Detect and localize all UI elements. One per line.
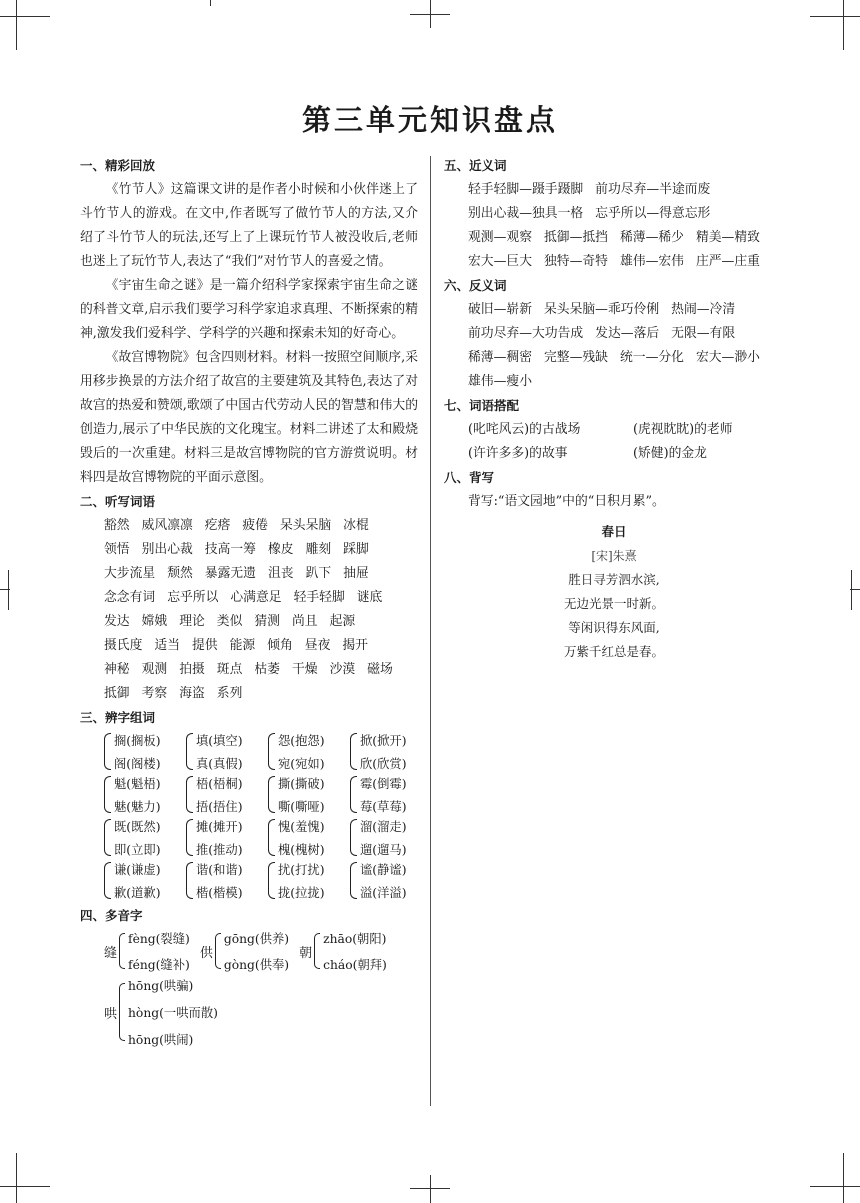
polyphone-readings: [224, 929, 289, 973]
reading: hòng(一哄而散): [128, 1006, 218, 1020]
dictation-word: 疙瘩: [204, 518, 231, 533]
brace: [186, 819, 193, 856]
dictation-word: 趴下: [305, 566, 332, 581]
dictation-word: 拍摄: [179, 662, 205, 677]
dictation-word: 观测: [141, 662, 168, 677]
dictation-words: [80, 514, 418, 706]
reading: fèng(裂缝): [128, 932, 190, 946]
pair-word: 捂(捂住): [196, 800, 243, 814]
pair-word: 魅(魅力): [114, 800, 161, 814]
reading: zhāo(朝阳): [323, 932, 387, 946]
pair-word: 阁(阁楼): [114, 757, 161, 771]
synonym-pair: 别出心裁—独具一格: [468, 206, 584, 221]
dictation-word: 斑点: [216, 662, 243, 677]
pair-word: 搁(搁板): [114, 734, 161, 748]
dictation-word: 别出心裁: [141, 542, 193, 557]
dictation-word: 轻手轻脚: [293, 590, 345, 605]
dictation-word: 沙漠: [329, 662, 356, 677]
crop-mark: [810, 1186, 860, 1187]
word-row: [80, 514, 418, 538]
brace: [186, 862, 193, 899]
pair-lines: [278, 816, 325, 859]
brace: [268, 776, 275, 813]
reading: féng(缝补): [128, 958, 190, 972]
pair-lines: [360, 730, 407, 773]
reading: cháo(朝拜): [323, 958, 387, 972]
polyphone-char: 缝: [104, 945, 118, 961]
synonym-pair: 雄伟—宏伟: [619, 254, 684, 269]
dictation-word: 嫦娥: [141, 614, 168, 629]
character-pair: [268, 773, 350, 816]
dictation-word: 磁场: [367, 662, 393, 677]
pair-lines: [360, 859, 407, 902]
pair-word: 梧(梧桐): [196, 777, 243, 791]
synonym-pair: 稀薄—稀少: [619, 230, 684, 245]
brace: [215, 933, 221, 969]
synonym-pair: 前功尽弃—半途而废: [595, 182, 711, 197]
antonym-pair: 宏大—渺小: [695, 350, 760, 365]
dictation-word: 猜测: [254, 614, 280, 629]
antonym-pair: 前功尽弃—大功告成: [468, 326, 584, 341]
pair-word: 莓(草莓): [360, 800, 407, 814]
polyphone-char: 朝: [299, 945, 313, 961]
reading: hōng(哄闹): [128, 1033, 194, 1047]
dictation-word: 倾角: [267, 638, 293, 653]
dictation-word: 技高一筹: [204, 542, 256, 557]
synonyms-list: [444, 178, 784, 274]
dictation-word: 枯萎: [254, 662, 280, 677]
character-pair: [268, 730, 350, 773]
character-pair: [104, 730, 186, 773]
pair-word: 即(立即): [114, 843, 161, 857]
pair-word: 槐(槐树): [278, 843, 325, 857]
synonym-pair-row: [444, 250, 784, 274]
page-title: 第三单元知识盘点: [301, 103, 558, 137]
antonym-pair: 发达—落后: [595, 326, 660, 341]
antonyms-list: [444, 298, 784, 394]
pair-word: 怨(抱怨): [278, 734, 325, 748]
crop-mark: [16, 0, 17, 50]
paragraph: 《宇宙生命之谜》是一篇介绍科学家探索宇宙生命之谜的科普文章,启示我们要学习科学家追求真理、不断探索的精神,激发我们爱科学、学科学的兴趣和探索未知的好奇心。: [80, 278, 418, 341]
character-pair: [186, 816, 268, 859]
brace: [186, 733, 193, 770]
pair-word: 宛(宛如): [278, 757, 325, 771]
pair-word: 摊(摊开): [196, 820, 243, 834]
paragraph: 《竹节人》这篇课文讲的是作者小时候和小伙伴迷上了斗竹节人的游戏。在文中,作者既写了做竹节人的方法,又介绍了斗竹节人的玩法,还写上了上课玩竹节人被没收后,老师也迷上了玩竹节人,表达了“我们”对竹节人的喜爱之情。: [80, 182, 418, 269]
section-heading: 八、背写: [444, 470, 495, 485]
character-pair: [104, 859, 186, 902]
pair-word: 撕(撕破): [278, 777, 325, 791]
dictation-word: 揭开: [342, 638, 368, 653]
pair-word: 掀(掀开): [360, 734, 407, 748]
antonym-pair: 统一—分化: [619, 350, 684, 365]
pair-word: 遛(遛马): [360, 843, 407, 857]
word-row: [80, 682, 418, 706]
dictation-word: 提供: [191, 638, 218, 653]
dictation-word: 抵御: [104, 686, 130, 701]
character-pair: [104, 816, 186, 859]
character-pairs-grid: [80, 730, 418, 902]
dictation-word: 踩脚: [343, 542, 369, 557]
dictation-word: 发达: [104, 614, 130, 629]
dictation-word: 暴露无遗: [204, 566, 256, 581]
dictation-word: 谜底: [356, 590, 383, 605]
character-pair: [350, 816, 432, 859]
pair-word: 楷(楷模): [196, 886, 243, 900]
pair-lines: [278, 773, 325, 816]
section-heading: 六、反义词: [444, 278, 507, 293]
right-column: [444, 154, 784, 664]
dictation-word: 干燥: [291, 662, 318, 677]
pair-lines: [360, 816, 407, 859]
brace: [104, 733, 111, 770]
synonym-pair: 庄严—庄重: [695, 254, 760, 269]
paragraph: 《故宫博物院》包含四则材料。材料一按照空间顺序,采用移步换景的方法介绍了故宫的主要建筑及其特色,表达了对故宫的热爱和赞颂,歌颂了中国古代劳动人民的智慧和伟大的创造力,展示了中华民族的文化瑰宝。材料二讲述了太和殿烧毁后的一次重建。材料三是故宫博物院的官方游赏说明。材料四是故宫博物院的平面示意图。: [80, 350, 418, 485]
pair-word: 填(填空): [196, 734, 243, 748]
pair-lines: [114, 730, 161, 773]
synonym-pair-row: [444, 226, 784, 250]
crop-mark: [843, 1153, 844, 1203]
brace: [119, 933, 125, 969]
brace: [350, 862, 357, 899]
pair-lines: [278, 859, 325, 902]
antonym-pair: 呆头呆脑—乖巧伶俐: [543, 302, 660, 317]
dictation-word: 理论: [179, 614, 205, 629]
collocation: (虎视眈眈)的老师: [633, 422, 733, 437]
section-heading: 四、多音字: [80, 908, 143, 923]
dictation-word: 念念有词: [104, 590, 156, 605]
dictation-word: 领悟: [104, 542, 130, 557]
pair-word: 愧(羞愧): [278, 820, 325, 834]
dictation-word: 神秘: [104, 662, 130, 677]
dictation-word: 大步流星: [104, 566, 156, 581]
pair-lines: [196, 816, 243, 859]
brace: [268, 862, 275, 899]
crop-mark: [0, 16, 50, 17]
character-pair: [186, 859, 268, 902]
antonym-pair: 无限—有限: [671, 326, 736, 341]
dictation-word: 威风凛凛: [141, 518, 193, 533]
crop-mark: [210, 0, 211, 6]
poem: [444, 520, 784, 664]
antonym-pair: 雄伟—瘦小: [468, 374, 532, 389]
dictation-word: 沮丧: [267, 566, 294, 581]
poem-title: 春日: [601, 524, 627, 539]
character-pair: [186, 773, 268, 816]
dictation-word: 海盗: [179, 686, 205, 701]
section-heading: 三、辨字组词: [80, 710, 156, 725]
dictation-word: 适当: [154, 638, 180, 653]
word-row: [80, 634, 418, 658]
crop-mark: [810, 16, 860, 17]
reading: gòng(供奉): [223, 958, 290, 972]
dictation-word: 类似: [216, 614, 243, 629]
crop-mark: [430, 0, 431, 28]
dictation-word: 尚且: [291, 614, 318, 629]
dictation-word: 橡皮: [267, 542, 294, 557]
character-pair: [186, 730, 268, 773]
dictation-word: 呆头呆脑: [279, 518, 332, 533]
dictation-word: 抽屉: [343, 566, 369, 581]
polyphone-char: 哄: [104, 1006, 118, 1022]
pair-lines: [196, 859, 243, 902]
character-pair: [350, 859, 432, 902]
dictation-word: 系列: [216, 686, 243, 701]
dictation-word: 起源: [329, 614, 356, 629]
character-pair: [350, 773, 432, 816]
brace: [119, 983, 125, 1041]
polyphone-char: 供: [199, 945, 213, 961]
crop-mark: [430, 1175, 431, 1203]
pair-word: 扰(打扰): [278, 863, 325, 877]
dictation-word: 豁然: [104, 518, 130, 533]
dictation-word: 忘乎所以: [167, 590, 219, 605]
character-pair: [350, 730, 432, 773]
section-heading: 五、近义词: [444, 158, 507, 173]
crop-mark: [8, 570, 9, 610]
brace: [268, 819, 275, 856]
word-row: [80, 586, 418, 610]
collocation: (许许多多)的故事: [468, 446, 568, 461]
poem-line: 等闲识得东风面,: [568, 620, 660, 635]
synonym-pair: 抵御—抵挡: [543, 230, 608, 245]
pair-word: 嘶(嘶哑): [278, 800, 325, 814]
antonym-pair: 破旧—崭新: [468, 302, 532, 317]
pair-word: 霉(倒霉): [360, 777, 407, 791]
pair-word: 谐(和谐): [196, 863, 243, 877]
character-pair: [268, 816, 350, 859]
crop-mark: [851, 570, 852, 610]
poem-line: 胜日寻芳泗水滨,: [568, 572, 660, 587]
synonym-pair-row: [444, 178, 784, 202]
dictation-word: 疲倦: [242, 518, 268, 533]
pair-word: 欣(欣赏): [360, 757, 407, 771]
synonym-pair-row: [444, 202, 784, 226]
section-heading: 二、听写词语: [80, 494, 156, 509]
pair-word: 真(真假): [196, 757, 243, 771]
pair-word: 魁(魁梧): [114, 777, 161, 791]
brace: [350, 819, 357, 856]
crop-mark: [0, 1186, 50, 1187]
dictation-word: 能源: [229, 638, 256, 653]
poem-line: 无边光景一时新。: [563, 596, 664, 611]
collocation: (叱咤风云)的古战场: [468, 422, 581, 437]
left-column: [80, 154, 418, 1048]
polyphone-readings: [128, 929, 190, 973]
brace: [104, 776, 111, 813]
brace: [350, 733, 357, 770]
brace: [350, 776, 357, 813]
dictation-word: 昼夜: [304, 638, 331, 653]
pair-lines: [196, 773, 243, 816]
pair-word: 谦(谦虚): [114, 863, 161, 877]
antonym-pair: 热闹—冷清: [671, 302, 736, 317]
dictation-word: 颓然: [167, 566, 193, 581]
polyphone-group: [104, 976, 418, 1048]
pair-word: 歉(道歉): [114, 886, 161, 900]
brace: [268, 733, 275, 770]
polyphone-readings: [323, 929, 387, 973]
dictation-word: 雕刻: [305, 542, 332, 557]
dictation-word: 心满意足: [230, 590, 282, 605]
brace: [186, 776, 193, 813]
word-row: [80, 562, 418, 586]
antonym-pair-row: [444, 298, 784, 322]
polyphone-row: [104, 928, 418, 974]
poem-line: 万紫千红总是春。: [563, 644, 664, 659]
pair-lines: [114, 859, 161, 902]
antonym-pair: 完整—残缺: [543, 350, 608, 365]
reading: gōng(供养): [223, 932, 290, 946]
recite-instruction: 背写:“语文园地”中的“日积月累”。: [468, 494, 665, 509]
pair-lines: [278, 730, 325, 773]
character-pair: [104, 773, 186, 816]
pair-word: 推(推动): [196, 843, 243, 857]
brace: [104, 819, 111, 856]
column-divider: [430, 156, 431, 1106]
antonym-pair-row: [444, 370, 784, 394]
synonym-pair: 忘乎所以—得意忘形: [595, 206, 711, 221]
crop-mark: [843, 0, 844, 50]
word-row: [80, 658, 418, 682]
crop-mark: [16, 1153, 17, 1203]
brace: [104, 862, 111, 899]
pair-word: 既(既然): [114, 820, 161, 834]
antonym-pair-row: [444, 346, 784, 370]
synonym-pair: 精美—精致: [695, 230, 760, 245]
dictation-word: 冰棍: [343, 518, 369, 533]
brace: [314, 933, 320, 969]
pair-word: 溜(溜走): [360, 820, 407, 834]
polyphone-block: [80, 928, 418, 1048]
collocation: (矫健)的金龙: [633, 446, 707, 461]
synonym-pair: 轻手轻脚—蹑手蹑脚: [468, 182, 584, 197]
reading: hōng(哄骗): [128, 979, 194, 993]
pair-word: 拢(拉拢): [278, 886, 325, 900]
pair-word: 谧(静谧): [360, 863, 407, 877]
section-heading: 一、精彩回放: [80, 158, 156, 173]
pair-word: 溢(洋溢): [360, 886, 407, 900]
synonym-pair: 独特—奇特: [543, 254, 608, 269]
dictation-word: 摄氏度: [104, 638, 143, 653]
word-row: [80, 610, 418, 634]
section-heading: 七、词语搭配: [444, 398, 520, 413]
pair-lines: [196, 730, 243, 773]
collocations: [444, 418, 784, 466]
dictation-word: 考察: [141, 686, 168, 701]
character-pair: [268, 859, 350, 902]
word-row: [80, 538, 418, 562]
synonym-pair: 观测—观察: [468, 230, 532, 245]
antonym-pair: 稀薄—稠密: [468, 350, 532, 365]
synonym-pair: 宏大—巨大: [468, 254, 532, 269]
pair-lines: [114, 773, 161, 816]
pair-lines: [114, 816, 161, 859]
pair-lines: [360, 773, 407, 816]
antonym-pair-row: [444, 322, 784, 346]
poem-author: [宋]朱熹: [591, 549, 637, 563]
